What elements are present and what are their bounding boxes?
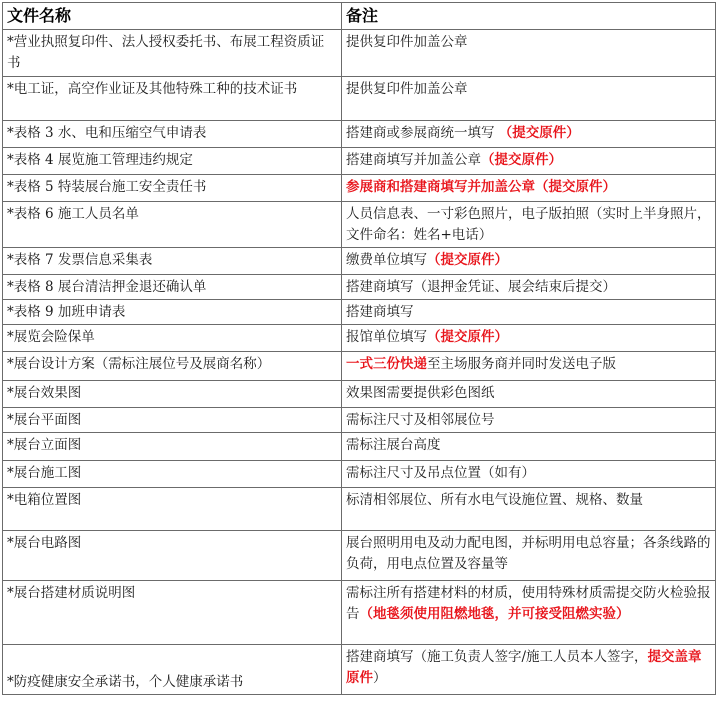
table-row (3, 381, 716, 408)
remark-text: 展台照明用电及动力配电图，并标明用电总容量；各条线路的负荷，用电点位置及容量等 (346, 535, 711, 572)
table-body (3, 30, 716, 695)
remark-text: 需标注尺寸及相邻展位号 (346, 412, 495, 428)
table-row (3, 325, 716, 352)
file-name-cell: *表格 5 特装展台施工安全责任书 (3, 175, 342, 202)
table-row (3, 488, 716, 531)
remark-cell (342, 121, 716, 148)
remark-text: 搭建商填写 (346, 304, 414, 320)
remark-cell (342, 433, 716, 461)
file-name-cell: *营业执照复印件、法人授权委托书、布展工程资质证书 (3, 30, 342, 77)
remark-cell (342, 381, 716, 408)
remark-cell (342, 645, 716, 695)
table-row (3, 248, 716, 275)
table-row (3, 581, 716, 645)
remark-cell (342, 461, 716, 488)
table-row (3, 275, 716, 300)
remark-cell (342, 352, 716, 381)
remark-text: 需标注所有搭建材料的材质，使用特殊材质需提交防火检验报告 (346, 585, 711, 622)
remark-text: ） (373, 670, 387, 686)
remark-text: 需标注展台高度 (346, 437, 441, 453)
remark-text: 搭建商填写（退押金凭证、展会结束后提交） (346, 279, 616, 295)
header-remarks: 备注 (342, 3, 716, 30)
header-row (3, 3, 716, 30)
remark-cell (342, 275, 716, 300)
remark-cell (342, 30, 716, 77)
remark-cell (342, 77, 716, 121)
file-name-cell: *展台效果图 (3, 381, 342, 408)
remark-text: 搭建商填写（施工负责人签字/施工人员本人签字， (346, 649, 648, 665)
documents-table (2, 2, 716, 695)
remark-cell (342, 408, 716, 433)
file-name-cell: *展台设计方案（需标注展位号及展商名称） (3, 352, 342, 381)
remark-cell (342, 325, 716, 352)
remark-highlight: （提交原件） (481, 152, 562, 168)
remark-highlight: 一式三份快递 (346, 356, 427, 372)
file-name-cell: *表格 8 展台清洁押金退还确认单 (3, 275, 342, 300)
remark-cell (342, 248, 716, 275)
remark-text: 搭建商填写并加盖公章 (346, 152, 481, 168)
remark-text: 缴费单位填写 (346, 252, 427, 268)
file-name-cell: *展览会险保单 (3, 325, 342, 352)
file-name-cell: *表格 4 展览施工管理违约规定 (3, 148, 342, 175)
remark-cell (342, 581, 716, 645)
remark-text: 效果图需要提供彩色图纸 (346, 385, 495, 401)
table-row (3, 461, 716, 488)
remark-text: 至主场服务商并同时发送电子版 (427, 356, 616, 372)
table-row (3, 202, 716, 248)
file-name-cell: *电工证，高空作业证及其他特殊工种的技术证书 (3, 77, 342, 121)
remark-text: 搭建商或参展商统一填写 (346, 125, 499, 141)
file-name-cell: *展台搭建材质说明图 (3, 581, 342, 645)
file-name-cell: *防疫健康安全承诺书，个人健康承诺书 (3, 645, 342, 695)
table-row (3, 175, 716, 202)
table-row (3, 645, 716, 695)
remark-cell (342, 488, 716, 531)
remark-text: 提供复印件加盖公章 (346, 34, 468, 50)
header-file-name: 文件名称 (3, 3, 342, 30)
file-name-cell: *展台平面图 (3, 408, 342, 433)
table-row (3, 352, 716, 381)
remark-highlight: 参展商和搭建商填写并加盖公章（提交原件） (346, 179, 616, 195)
file-name-cell: *展台立面图 (3, 433, 342, 461)
table-row (3, 148, 716, 175)
remark-cell (342, 300, 716, 325)
remark-cell (342, 202, 716, 248)
file-name-cell: *展台施工图 (3, 461, 342, 488)
remark-highlight: （提交原件） (427, 252, 508, 268)
remark-highlight: （提交原件） (427, 329, 508, 345)
table-row (3, 30, 716, 77)
table-row (3, 121, 716, 148)
remark-highlight: （地毯须使用阻燃地毯，并可接受阻燃实验） (359, 606, 630, 622)
file-name-cell: *表格 6 施工人员名单 (3, 202, 342, 248)
remark-highlight: （提交原件） (498, 125, 580, 141)
remark-highlight: 提交盖章原件 (346, 649, 702, 686)
table-row (3, 531, 716, 581)
remark-cell (342, 531, 716, 581)
file-name-cell: *表格 9 加班申请表 (3, 300, 342, 325)
remark-cell (342, 148, 716, 175)
file-name-cell: *展台电路图 (3, 531, 342, 581)
remark-text: 标清相邻展位、所有水电气设施位置、规格、数量 (346, 492, 643, 508)
file-name-cell: *表格 3 水、电和压缩空气申请表 (3, 121, 342, 148)
file-name-cell: *表格 7 发票信息采集表 (3, 248, 342, 275)
remark-text: 报馆单位填写 (346, 329, 427, 345)
table-row (3, 300, 716, 325)
remark-text: 提供复印件加盖公章 (346, 81, 468, 97)
file-name-cell: *电箱位置图 (3, 488, 342, 531)
table-row (3, 433, 716, 461)
remark-cell (342, 175, 716, 202)
table-row (3, 77, 716, 121)
remark-text: 需标注尺寸及吊点位置（如有） (346, 465, 535, 481)
table-row (3, 408, 716, 433)
remark-text: 人员信息表、一寸彩色照片，电子版拍照（实时上半身照片，文件命名：姓名+电话） (346, 206, 711, 243)
